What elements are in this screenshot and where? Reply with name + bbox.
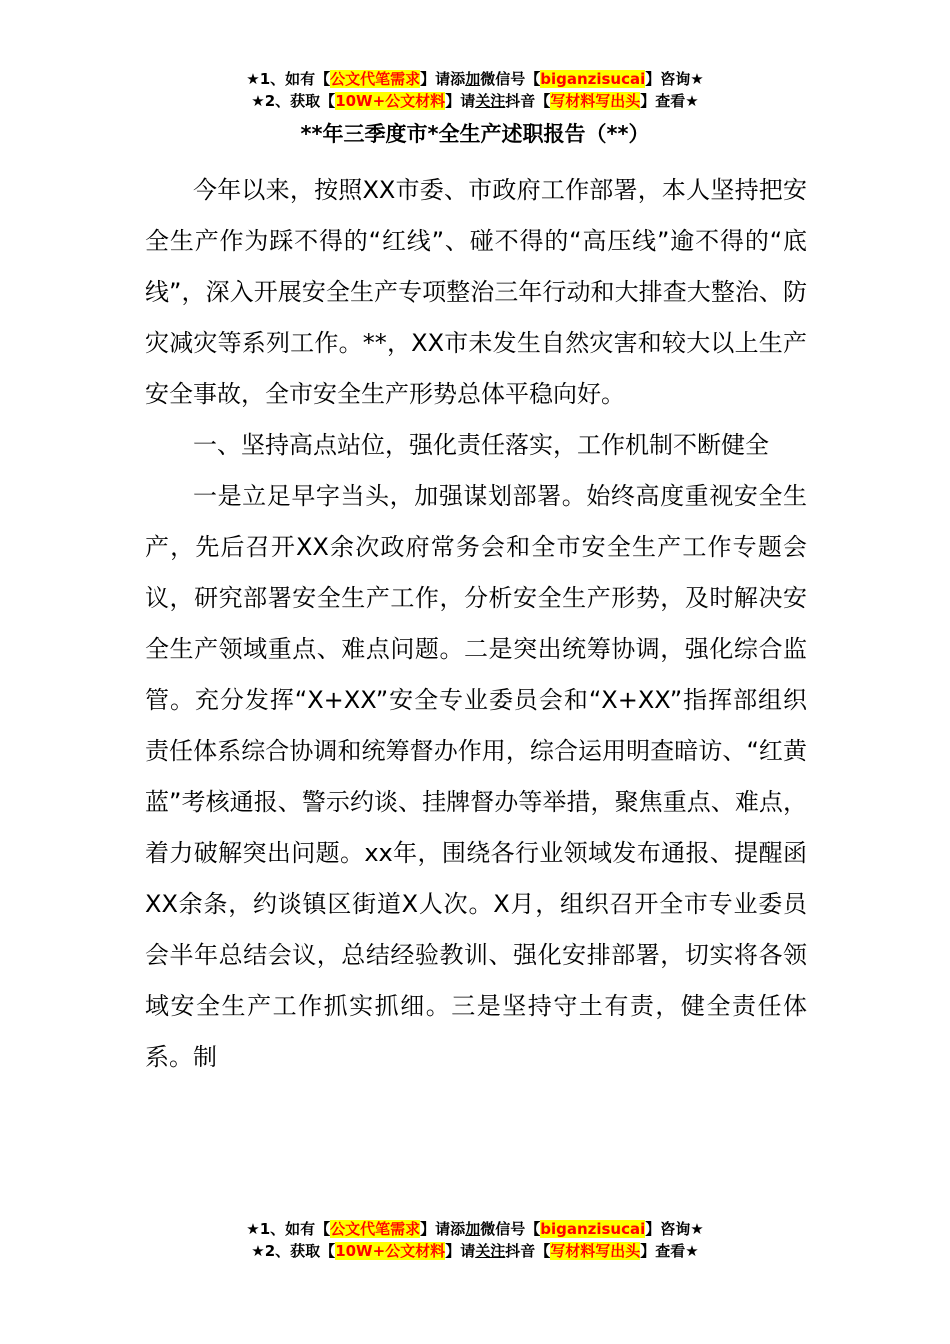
promo-text: 】咨询★	[645, 1220, 704, 1238]
promo-highlight-douyin: 写材料写出头	[550, 1242, 641, 1260]
promo-text: 】请添	[420, 1220, 466, 1238]
promo-line-2	[0, 90, 950, 112]
promo-text: ★1、如有【	[246, 1220, 331, 1238]
promo-banner-bottom	[0, 1218, 950, 1262]
promo-text: ★2、获取【	[251, 92, 336, 110]
promo-text: ★1、如有【	[246, 70, 331, 88]
promo-line-2	[0, 1240, 950, 1262]
document-body	[145, 165, 807, 1083]
promo-text: 微信号【	[480, 70, 541, 88]
promo-line-1	[0, 68, 950, 90]
promo-text: 】请	[445, 92, 476, 110]
promo-underline-add: 加	[465, 1220, 481, 1238]
promo-underline-add: 加	[465, 70, 481, 88]
paragraph-details: 一是立足早字当头，加强谋划部署。始终高度重视安全生产，先后召开XX余次政府常务会和全市安全生产工作专题会议，研究部署安全生产工作，分析安全生产形势，及时解决安全生产领域重点、难点问题。二是突出统筹协调，强化综合监管。充分发挥“X+XX”安全专业委员会和“X+XX”指挥部组织责任体系综合协调和统筹督办作用，综合运用明查暗访、“红黄蓝”考核通报、警示约谈、挂牌督办等举措，聚焦重点、难点，着力破解突出问题。xx年，围绕各行业领域发布通报、提醒函XX余条，约谈镇区街道X人次。X月，组织召开全市专业委员会半年总结会议，总结经验教训、强化安排部署，切实将各领域安全生产工作抓实抓细。三是坚持守土有责，健全责任体系。制	[145, 482, 807, 1071]
promo-text: 】咨询★	[645, 70, 704, 88]
promo-text: 抖音【	[505, 92, 551, 110]
promo-underline-follow: 关注	[475, 1242, 506, 1260]
promo-text: ★2、获取【	[251, 1242, 336, 1260]
promo-highlight-need: 公文代笔需求	[330, 70, 421, 88]
promo-underline-follow: 关注	[475, 92, 506, 110]
promo-text: 】请添	[420, 70, 466, 88]
promo-line-1	[0, 1218, 950, 1240]
section-heading: 一、坚持高点站位，强化责任落实，工作机制不断健全	[193, 431, 769, 459]
promo-text: 】查看★	[640, 92, 699, 110]
promo-highlight-wechat: biganzisucai	[540, 70, 646, 88]
promo-highlight-wechat: biganzisucai	[540, 1220, 646, 1238]
promo-banner-top	[0, 68, 950, 112]
promo-text: 微信号【	[480, 1220, 541, 1238]
promo-highlight-material: 10W+公文材料	[335, 1242, 446, 1260]
paragraph-intro: 今年以来，按照XX市委、市政府工作部署，本人坚持把安全生产作为踩不得的“红线”、碰不得的“高压线”逾不得的“底线”，深入开展安全生产专项整治三年行动和大排查大整治、防灾减灾等系列工作。**，XX市未发生自然灾害和较大以上生产安全事故，全市安全生产形势总体平稳向好。	[145, 176, 807, 408]
promo-highlight-need: 公文代笔需求	[330, 1220, 421, 1238]
document-title: **年三季度市*全生产述职报告（**）	[300, 122, 650, 146]
promo-highlight-douyin: 写材料写出头	[550, 92, 641, 110]
promo-highlight-material: 10W+公文材料	[335, 92, 446, 110]
promo-text: 抖音【	[505, 1242, 551, 1260]
promo-text: 】请	[445, 1242, 476, 1260]
promo-text: 】查看★	[640, 1242, 699, 1260]
